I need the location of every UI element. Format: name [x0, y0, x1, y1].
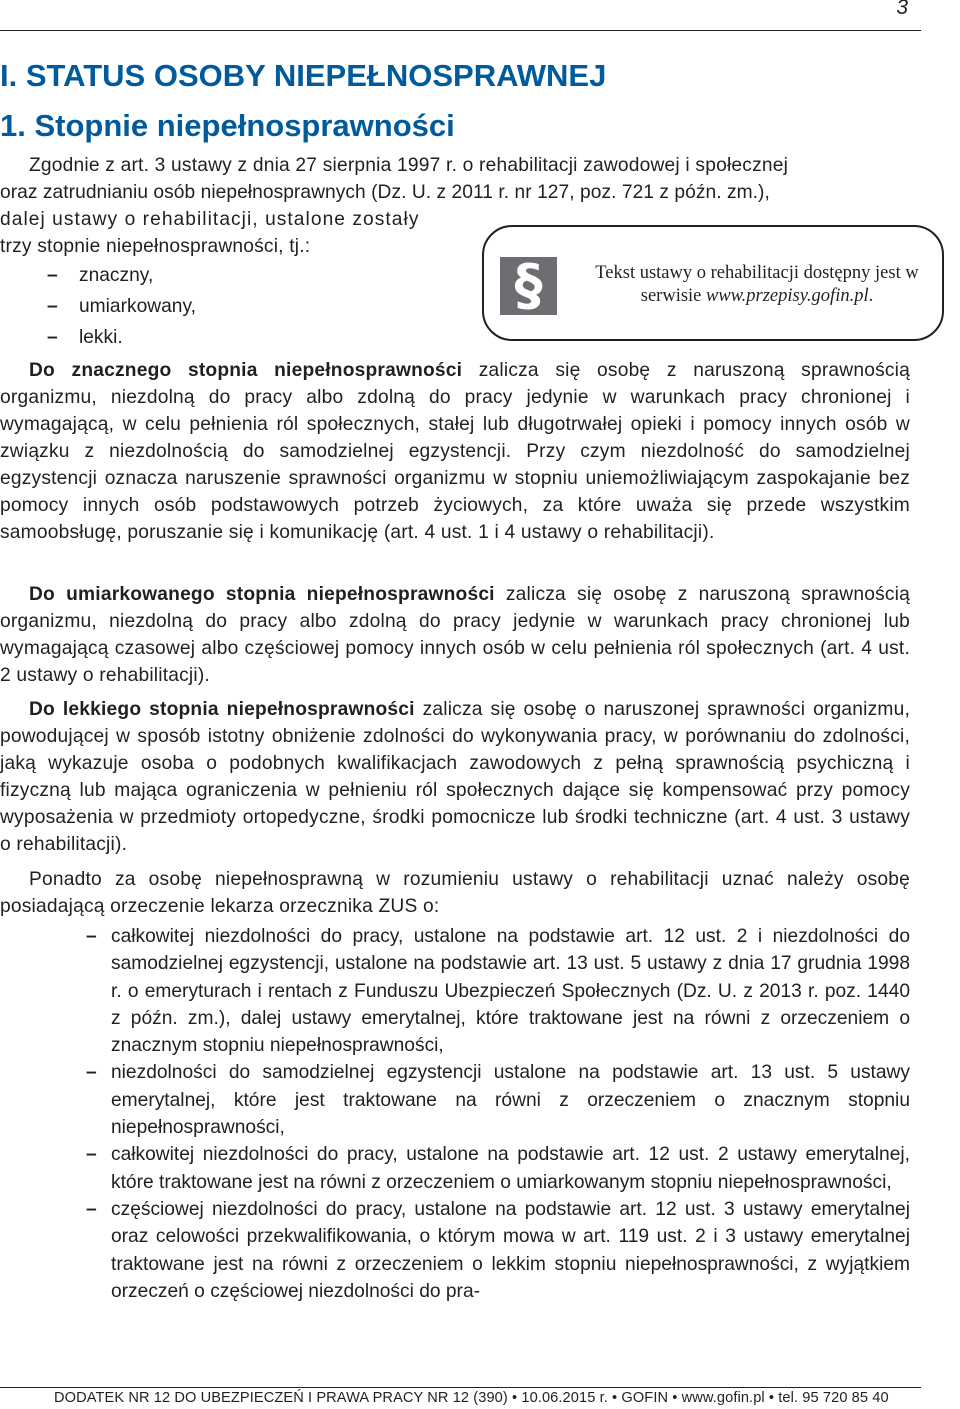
intro-line: dalej ustawy o rehabilitacji, ustalone zostały: [0, 209, 420, 230]
zus-certificate-list: [0, 923, 910, 1305]
list-item: – całkowitej niezdolności do pracy, ustalone na podstawie art. 12 ust. 2 ustawy emerytalnej, które traktowane jest na równi z orzeczeniem o umiarkowanym stopniu niepełnosprawności,: [0, 1141, 910, 1196]
footer-rule: [0, 1387, 921, 1388]
list-item: – znaczny,: [0, 260, 300, 291]
chapter-title: I. STATUS OSOBY NIEPEŁNOSPRAWNEJ: [0, 58, 607, 93]
list-item: – umiarkowany,: [0, 291, 300, 322]
list-item: – lekki.: [0, 322, 300, 353]
intro-line: Zgodnie z art. 3 ustawy z dnia 27 sierpnia 1997 r. o rehabilitacji zawodowej i społecznej: [29, 155, 789, 176]
page-number: 3: [896, 0, 908, 19]
top-rule: [0, 30, 921, 31]
callout-text: [576, 262, 938, 308]
callout-text-end: .: [868, 286, 874, 306]
additional-paragraph: Ponadto za osobę niepełnosprawną w rozumieniu ustawy o rehabilitacji uznać należy osobę posiadającą orzeczenie lekarza orzecznika ZUS o:: [0, 869, 910, 917]
intro-line: trzy stopnie niepełnosprawności, tj.:: [0, 236, 311, 257]
list-item: – niezdolności do samodzielnej egzystencji ustalone na podstawie art. 13 ust. 5 ustawy emerytalnej, które jest traktowane na równi z orzeczeniem o znacznym stopniu niepełnosprawności,: [0, 1059, 910, 1141]
intro-line: oraz zatrudnianiu osób niepełnosprawnych (Dz. U. z 2011 r. nr 127, poz. 721 z późn. zm.),: [0, 182, 770, 203]
disability-levels-list: [0, 260, 300, 353]
moderate-degree-paragraph: [0, 581, 910, 689]
section-sign-icon: §: [500, 257, 557, 315]
law-text-callout: [482, 225, 944, 341]
mild-degree-paragraph: [0, 696, 910, 858]
list-item: – częściowej niezdolności do pracy, ustalone na podstawie art. 12 ust. 3 ustawy emerytalnej oraz celowości przekwalifikowania, o którym mowa w art. 119 ust. 2 i 3 ustawy emerytalnej traktowane jest na równi z orzeczeniem o lekkim stopniu niepełnosprawności, z wyjątkiem orzeczeń o częściowej niezdolności do pra-: [0, 1196, 910, 1305]
significant-degree-paragraph: [0, 357, 910, 546]
callout-url-link[interactable]: www.przepisy.gofin.pl: [706, 286, 869, 306]
paragraph-text: zalicza się osobę z naruszoną sprawnością organizmu, niezdolną do pracy albo zdolną do pracy jedynie w warunkach pracy chronionej lub wymagającą czasowej albo częściowej pomocy innych osób w celu pełnienia ról społecznych (art. 4 ust. 2 ustawy o rehabilitacji).: [0, 584, 910, 686]
paragraph-lead: Do umiarkowanego stopnia niepełnosprawności: [29, 584, 495, 605]
section-title: 1. Stopnie niepełnosprawności: [0, 108, 455, 143]
paragraph-text: zalicza się osobę z naruszoną sprawnością organizmu, niezdolną do pracy albo zdolną do pracy jedynie w warunkach pracy chronionej i wymagającą, w celu pełnienia ról społecznych, stałej lub długotrwałej opieki i pomocy innych osób w związku z niezdolnością do samodzielnej egzystencji. Przy czym niezdolność do samodzielnej egzystencji oznacza naruszenie sprawności organizmu w stopniu uniemożliwiającym zaspokajanie bez pomocy innych osób podstawowych potrzeb życiowych, za które uważa się przede wszystkim samoobsługę, poruszanie się i komunikację (art. 4 ust. 1 i 4 ustawy o rehabilitacji).: [0, 360, 911, 543]
page-footer: DODATEK NR 12 DO UBEZPIECZEŃ I PRAWA PRACY NR 12 (390) • 10.06.2015 r. • GOFIN • www.gofin.pl • tel. 95 720 85 40: [54, 1390, 889, 1406]
paragraph-lead: Do lekkiego stopnia niepełnosprawności: [29, 699, 415, 720]
list-item: – całkowitej niezdolności do pracy, ustalone na podstawie art. 12 ust. 2 i niezdolności do samodzielnej egzystencji, ustalone na podstawie art. 13 ust. 5 ustawy z dnia 17 grudnia 1998 r. o emeryturach i rentach z Funduszu Ubezpieczeń Społecznych (Dz. U. z 2013 r. poz. 1440 z późn. zm.), dalej ustawy emerytalnej, które traktowane jest na równi z orzeczeniem o znacznym stopniu niepełnosprawności,: [0, 923, 910, 1059]
paragraph-text: zalicza się osobę o naruszonej sprawności organizmu, powodującej w sposób istotny obniżenie zdolności do wykonywania pracy, w porównaniu do zdolności, jaką wykazuje osoba o podobnych kwalifikacjach zawodowych z pełną sprawnością psychiczną i fizyczną lub mająca ograniczenia w pełnieniu ról społecznych dające się kompensować przy pomocy wyposażenia w przedmioty ortopedyczne, środki pomocnicze lub środki techniczne (art. 4 ust. 3 ustawy o rehabilitacji).: [0, 699, 910, 855]
callout-text-main: Tekst ustawy o rehabilitacji dostępny jest w serwisie: [595, 263, 919, 306]
paragraph-lead: Do znacznego stopnia niepełnosprawności: [29, 360, 463, 381]
